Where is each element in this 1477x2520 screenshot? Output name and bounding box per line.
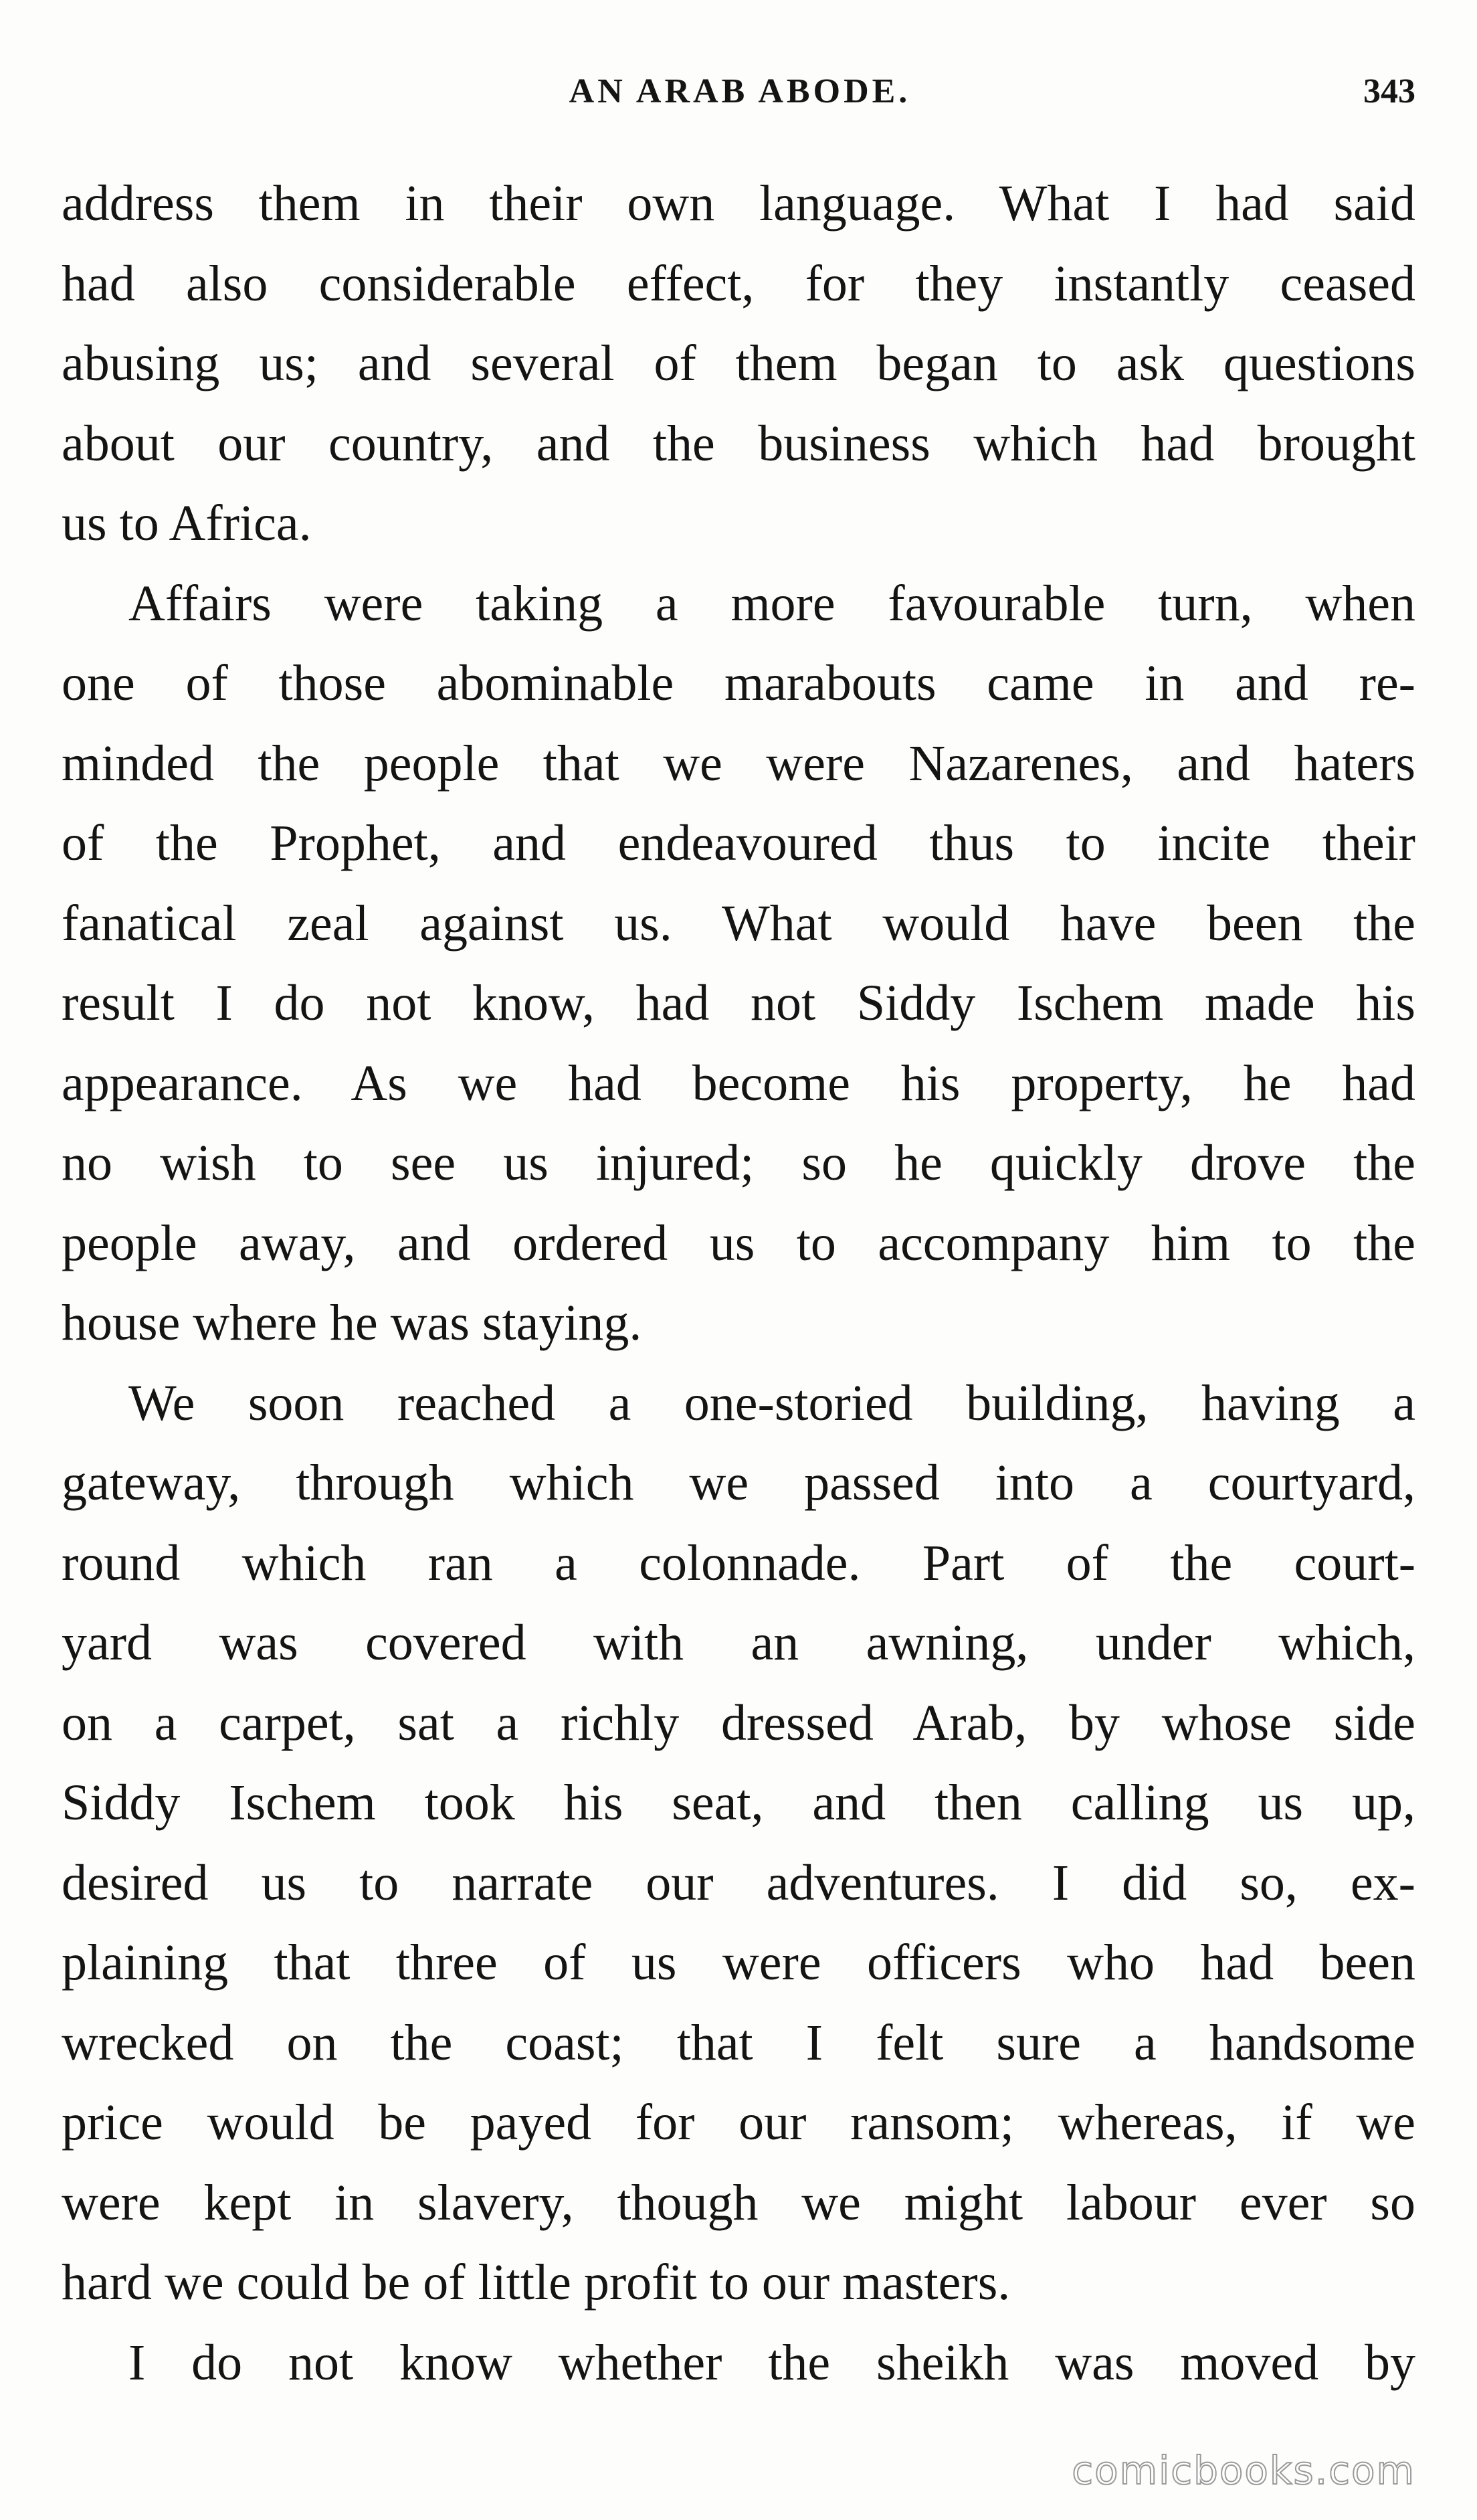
text-line: price would be payed for our ransom; whereas, if we [62, 2094, 1415, 2151]
running-title: AN ARAB ABODE. [569, 72, 911, 110]
paragraph [62, 2323, 1415, 2404]
text-line: us to Africa. [62, 495, 312, 551]
text-line: had also considerable effect, for they instantly ceased [62, 255, 1415, 312]
text-line: I do not know whether the sheikh was moved by [128, 2334, 1415, 2391]
text-line: fanatical zeal against us. What would have been the [62, 895, 1415, 952]
text-line: appearance. As we had become his property, he had [62, 1055, 1415, 1111]
text-line: address them in their own language. What I had said [62, 175, 1415, 232]
text-line: no wish to see us injured; so he quickly drove the [62, 1135, 1415, 1191]
text-line: minded the people that we were Nazarenes, and haters [62, 735, 1415, 792]
text-line: desired us to narrate our adventures. I did so, ex- [62, 1854, 1415, 1911]
text-line: hard we could be of little profit to our masters. [62, 2254, 1011, 2311]
text-line: result I do not know, had not Siddy Ischem made his [62, 975, 1415, 1031]
paragraph [62, 564, 1415, 1364]
running-head [64, 62, 1415, 122]
text-line: round which ran a colonnade. Part of the court- [62, 1534, 1415, 1591]
text-line: house where he was staying. [62, 1295, 642, 1351]
page-number: 343 [1363, 72, 1415, 110]
text-line: yard was covered with an awning, under which, [62, 1615, 1415, 1671]
text-line: plaining that three of us were officers who had been [62, 1934, 1415, 1991]
text-line: on a carpet, sat a richly dressed Arab, by whose side [62, 1694, 1415, 1751]
text-line: abusing us; and several of them began to ask questions [62, 335, 1415, 391]
text-line: wrecked on the coast; that I felt sure a handsome [62, 2014, 1415, 2071]
watermark: comicbooks.com [1072, 2448, 1415, 2493]
body-text [62, 164, 1415, 2403]
text-line: We soon reached a one-storied building, having a [128, 1374, 1415, 1431]
text-line: about our country, and the business which had brought [62, 415, 1415, 472]
text-line: Siddy Ischem took his seat, and then calling us up, [62, 1775, 1415, 1831]
text-line: were kept in slavery, though we might labour ever so [62, 2174, 1415, 2231]
text-line: people away, and ordered us to accompany him to the [62, 1214, 1415, 1271]
text-line: Affairs were taking a more favourable turn, when [128, 575, 1415, 632]
paragraph [62, 1364, 1415, 2323]
paragraph [62, 164, 1415, 564]
text-line: gateway, through which we passed into a courtyard, [62, 1455, 1415, 1511]
text-line: of the Prophet, and endeavoured thus to incite their [62, 815, 1415, 871]
text-line: one of those abominable marabouts came in and re- [62, 655, 1415, 711]
